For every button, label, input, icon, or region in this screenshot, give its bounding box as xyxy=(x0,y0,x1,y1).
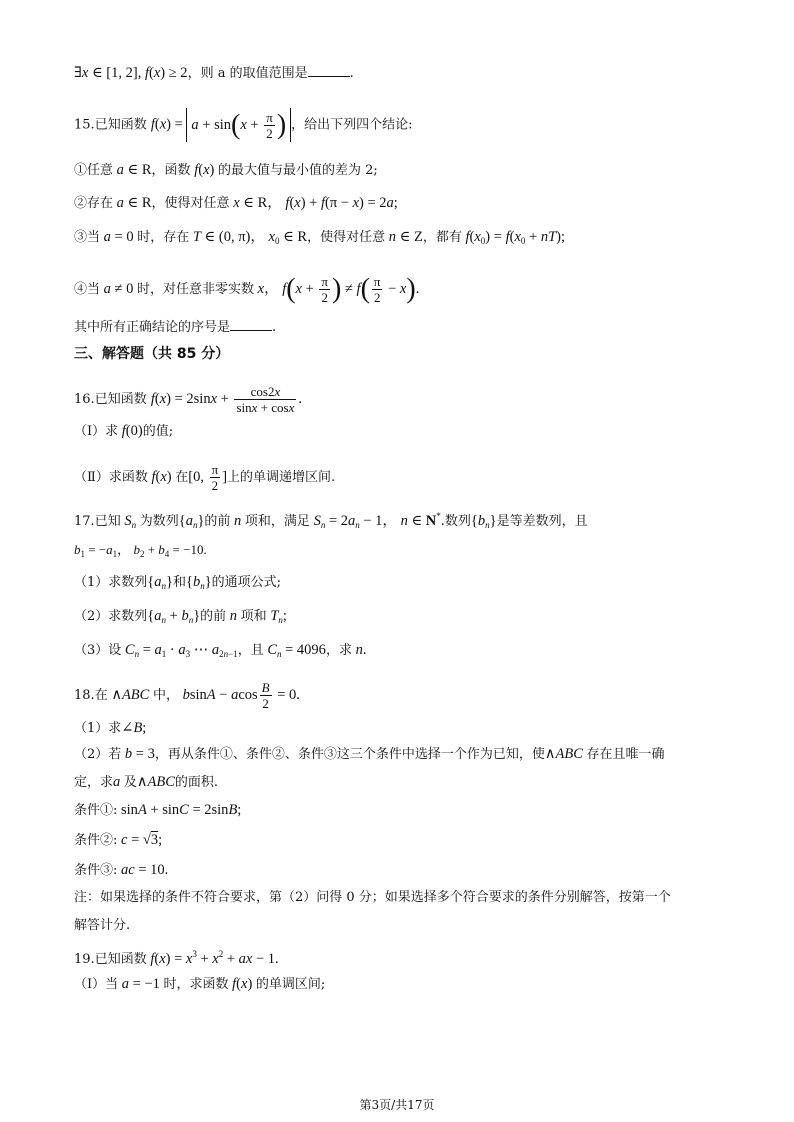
q18-condition-3: 条件③: ac = 10. xyxy=(74,862,169,878)
q15-conclusion-2: ②存在 a ∈ R，使得对任意 x ∈ R， f(x) + f(π − x) = 2a; xyxy=(74,195,398,211)
q17-part-2: （2）求数列$\{a_n + b_n\}$的前 n 项和 $T_n$; xyxy=(74,608,287,625)
q17-stem: 17.已知 $S_n$ 为数列$\{a_n\}$的前 n 项和，满足 $S_n = 2a_n - 1$， n ∈ N*.数列$\{b_n\}$是等差数列，且 xyxy=(74,511,588,530)
q19-part-1: （Ⅰ）当 a = −1 时，求函数 f(x) 的单调区间; xyxy=(74,976,326,992)
q14-tail-line: ∃x ∈ [1, 2], f(x) ≥ 2，则 a 的取值范围是 . xyxy=(74,62,354,84)
q19-stem: 19.已知函数 $f(x) = x^3 + x^2$ + ax − 1. xyxy=(74,949,279,967)
q15-stem: 15.已知函数 f(x) = a + sin(x + $\frac{\pi}{2}$ ) ，给出下列四个结论: xyxy=(74,109,413,142)
q16-part-2: （Ⅱ）求函数 f(x) 在[0, $\frac{\pi}{2}$ ]上的单调递增区间. xyxy=(74,462,336,493)
q18-note-line-1: 注：如果选择的条件不符合要求，第（2）问得 0 分；如果选择多个符合要求的条件分别解答，按第一个 xyxy=(74,890,671,905)
q15-conclusion-1: ①任意 a ∈ R，函数 f(x) 的最大值与最小值的差为 2; xyxy=(74,162,378,178)
q15-answer-blank[interactable] xyxy=(230,316,272,331)
q15-abs-expression: a + sin(x + $\frac{\pi}{2}$ ) xyxy=(186,108,291,142)
q18-condition-2: 条件②: c = √3; xyxy=(74,832,163,848)
q18-part-2-cont: 定，求a 及∧ABC的面积. xyxy=(74,774,219,790)
q18-part-2: （2）若 b = 3，再从条件①、条件②、条件③这三个条件中选择一个作为已知，使∧ABC 存在且唯一确 xyxy=(74,746,665,762)
q15-conclusion-4: ④当 a ≠ 0 时，对任意非零实数 x， f(x + $\frac{\pi}{2}$ ) ≠ f( $\frac{\pi}{2}$ − x). xyxy=(74,273,420,305)
q17-part-3: （3）设 $C_n = a_1 \cdot a_3$ ⋯ $a_{2n-1}$，且 $C_n = 4096$，求 n. xyxy=(74,642,367,659)
page-footer: 第3页/共17页 xyxy=(359,1098,435,1112)
section-3-title: 三、解答题（共 85 分） xyxy=(74,346,230,362)
q18-stem: 18.在 ∧ABC 中， bsinA − acos $\frac{B}{2}$ = 0. xyxy=(74,680,300,711)
q15-conclusion-3: ③当 a = 0 时，存在 T ∈ (0, π)， $x_0$ ∈ R，使得对任意 n ∈ Z，都有 $f(x_0) = f(x_0 + nT)$; xyxy=(74,229,565,246)
q17-part-1: （1）求数列$\{a_n\}$和$\{b_n\}$的通项公式; xyxy=(74,574,282,591)
q14-answer-blank[interactable] xyxy=(308,62,350,77)
q16-part-1: （Ⅰ）求 f(0)的值; xyxy=(74,423,174,439)
q17-condition: $b_1 = -a_1$， $b_2 + b_4 = -10$. xyxy=(74,542,207,559)
q16-stem: 16.已知函数 f(x) = 2sinx + $\frac{\cos 2x}{\sin x + \cos x}$ . xyxy=(74,384,302,415)
q18-note-line-2: 解答计分. xyxy=(74,918,131,933)
q18-part-1: （1）求∠B; xyxy=(74,720,147,736)
q15-ask-line: 其中所有正确结论的序号是 . xyxy=(74,316,276,338)
q14-tail-text: ，则 a 的取值范围是 xyxy=(187,66,308,81)
q18-condition-1: 条件①: sinA + sinC = 2sinB; xyxy=(74,802,242,818)
